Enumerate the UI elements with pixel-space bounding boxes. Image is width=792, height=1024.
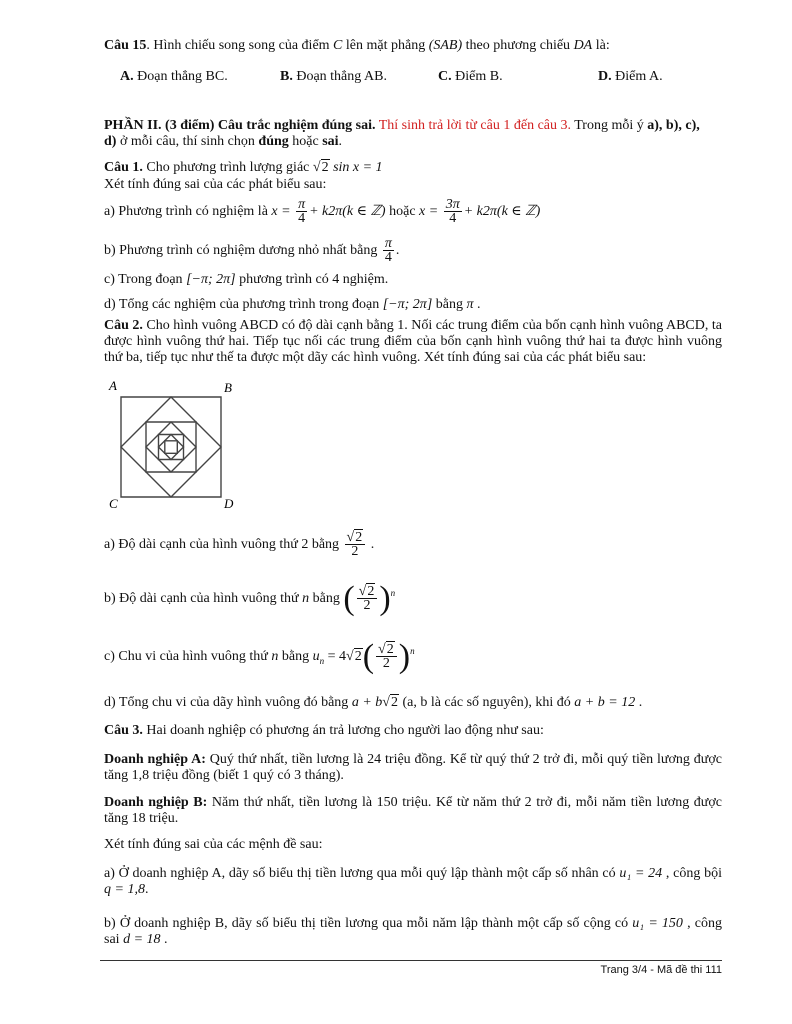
page-footer: Trang 3/4 - Mã đề thi 111	[600, 964, 722, 976]
footer-divider	[100, 960, 722, 961]
q15-option-d: D. Điểm A.	[598, 69, 663, 84]
c1-instruction: Xét tính đúng sai của các phát biểu sau:	[104, 177, 327, 192]
vertex-b-label: B	[224, 380, 232, 395]
q15-option-a: A. Đoạn thẳng BC.	[120, 69, 228, 84]
square-4	[146, 422, 196, 472]
c3-company-b: Doanh nghiệp B: Năm thứ nhất, tiền lương là 150 triệu. Kể từ năm thứ 2 trở đi, mỗi năm tiền lương được tăng 18 triệu.	[104, 795, 722, 826]
q15-option-c: C. Điểm B.	[438, 69, 503, 84]
square-3	[146, 422, 196, 472]
c3-company-a: Doanh nghiệp A: Quý thứ nhất, tiền lương là 24 triệu đồng. Kể từ quý thứ 2 trở đi, mỗi quý tiền lương được tăng 1,8 triệu đồng (biết 1 quý có 3 tháng).	[104, 752, 722, 783]
square-1	[121, 397, 221, 497]
c2-statement-a: a) Độ dài cạnh của hình vuông thứ 2 bằng $\frac{√2}{2}$ .	[104, 530, 375, 560]
c3-instruction: Xét tính đúng sai của các mệnh đề sau:	[104, 837, 323, 852]
q15-option-b: B. Đoạn thẳng AB.	[280, 69, 387, 84]
square-2	[121, 397, 221, 497]
c2-stem: Câu 2. Cho hình vuông ABCD có độ dài cạnh bằng 1. Nối các trung điểm của bốn cạnh hình vuông ABCD, ta được hình vuông thứ hai. Tiếp tục nối các trung điểm của bốn cạnh hình vuông thứ hai ta được hình vuông thứ ba, tiếp tục như thế ta được một dãy các hình vuông. Xét tính đúng sai của các phát biểu sau:	[104, 318, 722, 365]
vertex-a-label: A	[109, 378, 117, 393]
c1-statement-c: c) Trong đoạn [−π; 2π] phương trình có 4 nghiệm.	[104, 272, 389, 287]
c3-statement-a: a) Ở doanh nghiệp A, dãy số biểu thị tiền lương qua mỗi quý lập thành một cấp số nhân có u₁ = 24 , công bội q = 1,8.	[104, 866, 722, 897]
vertex-c-label: C	[109, 496, 118, 511]
c1-statement-b: b) Phương trình có nghiệm dương nhỏ nhất bằng $\frac{\pi}{4}$ .	[104, 236, 400, 266]
c1-statement-a: a) Phương trình có nghiệm là x = $\frac{\pi}{4}$ + k2π(k ∈ ℤ) hoặc x = $\frac{3\pi}{4}$ + k2π(k ∈ ℤ)	[104, 197, 541, 227]
c1-statement-d: d) Tổng các nghiệm của phương trình trong đoạn [−π; 2π] bằng π .	[104, 297, 481, 312]
q15-stem: Câu 15. Hình chiếu song song của điểm C lên mặt phẳng (SAB) theo phương chiếu DA là:	[104, 38, 610, 53]
part2-heading: PHẦN II. (3 điểm) Câu trắc nghiệm đúng sai. Thí sinh trả lời từ câu 1 đến câu 3. Trong mỗi ý a), b), c), d) ở mỗi câu, thí sinh chọn đúng hoặc sai.	[104, 118, 700, 149]
c2-statement-d: d) Tổng chu vi của dãy hình vuông đó bằng a + b√2 (a, b là các số nguyên), khi đó a + b = 12 .	[104, 695, 643, 710]
c2-statement-c: c) Chu vi của hình vuông thứ n bằng $u_n = 4√2$( $\frac{√2}{2}$ )$^n$	[104, 637, 415, 675]
square-7	[165, 441, 178, 454]
c2-statement-b: b) Độ dài cạnh của hình vuông thứ n bằng ( $\frac{√2}{2}$ )$^n$	[104, 579, 396, 617]
vertex-d-label: D	[224, 496, 234, 511]
square-5	[159, 435, 184, 460]
nested-squares-figure	[104, 376, 244, 512]
c1-stem: Câu 1. Cho phương trình lượng giác √2 sin x = 1	[104, 160, 383, 175]
q15-label: Câu 15	[104, 38, 147, 53]
c3-stem: Câu 3. Hai doanh nghiệp có phương án trả lương cho người lao động như sau:	[104, 723, 544, 738]
square-6	[159, 435, 184, 460]
c3-statement-b: b) Ở doanh nghiệp B, dãy số biểu thị tiền lương qua mỗi năm lập thành một cấp số cộng có u₁ = 150 , công sai d = 18 .	[104, 916, 722, 947]
